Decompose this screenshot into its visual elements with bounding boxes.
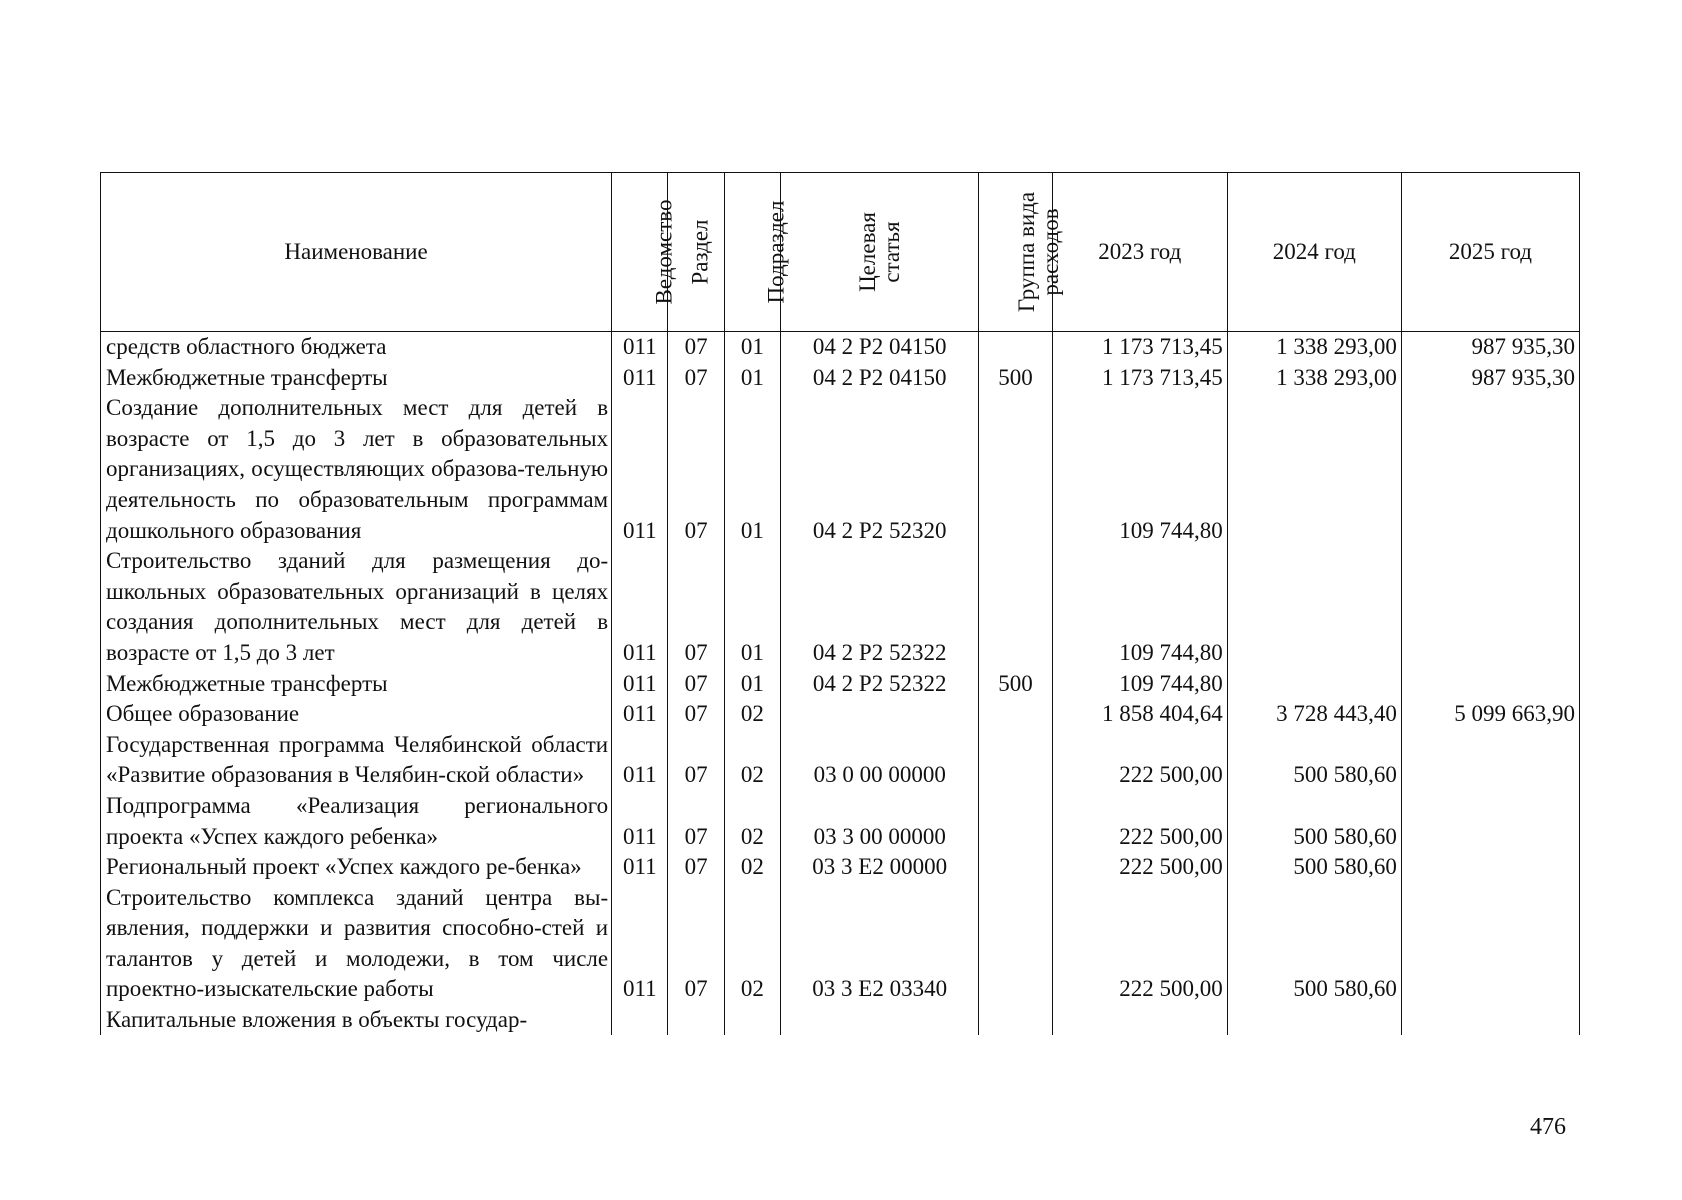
row-celevaya-statya: 04 2 Р2 52322 — [781, 546, 979, 668]
row-value-2025: 987 935,30 — [1401, 332, 1579, 363]
row-vedomstvo: 011 — [612, 852, 668, 883]
row-value-2024 — [1227, 546, 1401, 668]
row-vedomstvo: 011 — [612, 332, 668, 363]
row-vedomstvo — [612, 1005, 668, 1035]
header-celevaya-statya: Целевая статья — [781, 173, 979, 332]
row-celevaya-statya: 04 2 Р2 52320 — [781, 393, 979, 546]
table-row — [101, 669, 1580, 700]
row-value-2023: 1 173 713,45 — [1052, 363, 1227, 394]
row-name: Общее образование — [101, 699, 612, 730]
row-gruppa — [979, 546, 1052, 668]
row-vedomstvo: 011 — [612, 669, 668, 700]
row-razdel: 07 — [668, 393, 724, 546]
row-gruppa — [979, 332, 1052, 363]
row-razdel: 07 — [668, 669, 724, 700]
header-2025: 2025 год — [1401, 173, 1579, 332]
row-celevaya-statya — [781, 1005, 979, 1035]
row-celevaya-statya — [781, 699, 979, 730]
header-2024: 2024 год — [1227, 173, 1401, 332]
header-gruppa-vida-rashodov: Группа вида расходов — [979, 173, 1052, 332]
row-value-2023: 109 744,80 — [1052, 669, 1227, 700]
row-value-2025 — [1401, 669, 1579, 700]
row-name: Строительство зданий для размещения до-школьных образовательных организаций в целях создания дополнительных мест для детей в возрасте от 1,5 до 3 лет — [101, 546, 612, 668]
row-razdel: 07 — [668, 363, 724, 394]
row-razdel: 07 — [668, 852, 724, 883]
row-razdel: 07 — [668, 883, 724, 1005]
header-name: Наименование — [101, 173, 612, 332]
row-vedomstvo: 011 — [612, 730, 668, 791]
row-gruppa — [979, 852, 1052, 883]
row-celevaya-statya: 04 2 Р2 04150 — [781, 363, 979, 394]
table-row — [101, 1005, 1580, 1035]
row-podrazdel: 01 — [724, 669, 780, 700]
row-value-2025 — [1401, 791, 1579, 852]
row-name: Подпрограмма «Реализация регионального проекта «Успех каждого ребенка» — [101, 791, 612, 852]
page-number: 476 — [1530, 1114, 1566, 1140]
row-value-2025 — [1401, 730, 1579, 791]
row-value-2023: 109 744,80 — [1052, 546, 1227, 668]
row-name: средств областного бюджета — [101, 332, 612, 363]
row-razdel: 07 — [668, 791, 724, 852]
row-podrazdel: 02 — [724, 730, 780, 791]
row-vedomstvo: 011 — [612, 883, 668, 1005]
header-podrazdel: Подраздел — [724, 173, 780, 332]
row-value-2024: 500 580,60 — [1227, 730, 1401, 791]
table-row — [101, 393, 1580, 546]
row-value-2023: 109 744,80 — [1052, 393, 1227, 546]
row-podrazdel: 01 — [724, 363, 780, 394]
row-gruppa: 500 — [979, 669, 1052, 700]
row-celevaya-statya: 04 2 Р2 04150 — [781, 332, 979, 363]
header-vedomstvo: Ведомство — [612, 173, 668, 332]
row-celevaya-statya: 04 2 Р2 52322 — [781, 669, 979, 700]
row-name: Межбюджетные трансферты — [101, 669, 612, 700]
row-celevaya-statya: 03 3 Е2 03340 — [781, 883, 979, 1005]
row-value-2024 — [1227, 393, 1401, 546]
row-podrazdel: 02 — [724, 852, 780, 883]
row-gruppa — [979, 699, 1052, 730]
table-row — [101, 363, 1580, 394]
row-podrazdel — [724, 1005, 780, 1035]
row-value-2025: 5 099 663,90 — [1401, 699, 1579, 730]
row-podrazdel: 01 — [724, 546, 780, 668]
row-gruppa — [979, 1005, 1052, 1035]
row-value-2025 — [1401, 546, 1579, 668]
row-vedomstvo: 011 — [612, 546, 668, 668]
row-value-2025 — [1401, 393, 1579, 546]
table-header-row — [101, 173, 1580, 332]
row-podrazdel: 02 — [724, 791, 780, 852]
table-row — [101, 852, 1580, 883]
row-vedomstvo: 011 — [612, 363, 668, 394]
row-value-2023: 222 500,00 — [1052, 730, 1227, 791]
row-podrazdel: 02 — [724, 883, 780, 1005]
row-value-2024: 500 580,60 — [1227, 883, 1401, 1005]
row-celevaya-statya: 03 3 Е2 00000 — [781, 852, 979, 883]
row-value-2023: 222 500,00 — [1052, 791, 1227, 852]
row-name: Межбюджетные трансферты — [101, 363, 612, 394]
row-razdel — [668, 1005, 724, 1035]
table-body — [101, 332, 1580, 1036]
table-row — [101, 546, 1580, 668]
row-podrazdel: 01 — [724, 332, 780, 363]
row-gruppa — [979, 791, 1052, 852]
row-value-2023: 222 500,00 — [1052, 852, 1227, 883]
row-value-2024: 500 580,60 — [1227, 852, 1401, 883]
header-2023: 2023 год — [1052, 173, 1227, 332]
row-value-2024 — [1227, 1005, 1401, 1035]
table-row — [101, 699, 1580, 730]
row-gruppa: 500 — [979, 363, 1052, 394]
table-row — [101, 730, 1580, 791]
budget-table — [100, 172, 1580, 1035]
row-value-2024 — [1227, 669, 1401, 700]
row-vedomstvo: 011 — [612, 791, 668, 852]
row-celevaya-statya: 03 3 00 00000 — [781, 791, 979, 852]
row-gruppa — [979, 883, 1052, 1005]
row-celevaya-statya: 03 0 00 00000 — [781, 730, 979, 791]
row-podrazdel: 02 — [724, 699, 780, 730]
row-value-2023: 222 500,00 — [1052, 883, 1227, 1005]
table-row — [101, 332, 1580, 363]
row-value-2024: 500 580,60 — [1227, 791, 1401, 852]
row-razdel: 07 — [668, 730, 724, 791]
table-row — [101, 883, 1580, 1005]
row-gruppa — [979, 393, 1052, 546]
budget-table-sheet — [100, 172, 1580, 1035]
row-name: Создание дополнительных мест для детей в возрасте от 1,5 до 3 лет в образовательных организациях, осуществляющих образова-тельную деятельность по образовательным программам дошкольного образования — [101, 393, 612, 546]
row-value-2024: 1 338 293,00 — [1227, 332, 1401, 363]
row-podrazdel: 01 — [724, 393, 780, 546]
row-value-2025: 987 935,30 — [1401, 363, 1579, 394]
row-value-2025 — [1401, 852, 1579, 883]
row-razdel: 07 — [668, 699, 724, 730]
row-value-2024: 1 338 293,00 — [1227, 363, 1401, 394]
row-value-2025 — [1401, 1005, 1579, 1035]
row-name: Капитальные вложения в объекты государ- — [101, 1005, 612, 1035]
row-name: Строительство комплекса зданий центра вы-явления, поддержки и развития способно-стей и талантов у детей и молодежи, в том числе проектно-изыскательские работы — [101, 883, 612, 1005]
table-row — [101, 791, 1580, 852]
row-vedomstvo: 011 — [612, 393, 668, 546]
row-value-2023: 1 858 404,64 — [1052, 699, 1227, 730]
header-razdel: Раздел — [668, 173, 724, 332]
row-value-2023 — [1052, 1005, 1227, 1035]
row-vedomstvo: 011 — [612, 699, 668, 730]
row-razdel: 07 — [668, 332, 724, 363]
row-razdel: 07 — [668, 546, 724, 668]
row-gruppa — [979, 730, 1052, 791]
row-name: Государственная программа Челябинской области «Развитие образования в Челябин-ской области» — [101, 730, 612, 791]
row-value-2023: 1 173 713,45 — [1052, 332, 1227, 363]
row-value-2025 — [1401, 883, 1579, 1005]
row-name: Региональный проект «Успех каждого ре-бенка» — [101, 852, 612, 883]
row-value-2024: 3 728 443,40 — [1227, 699, 1401, 730]
